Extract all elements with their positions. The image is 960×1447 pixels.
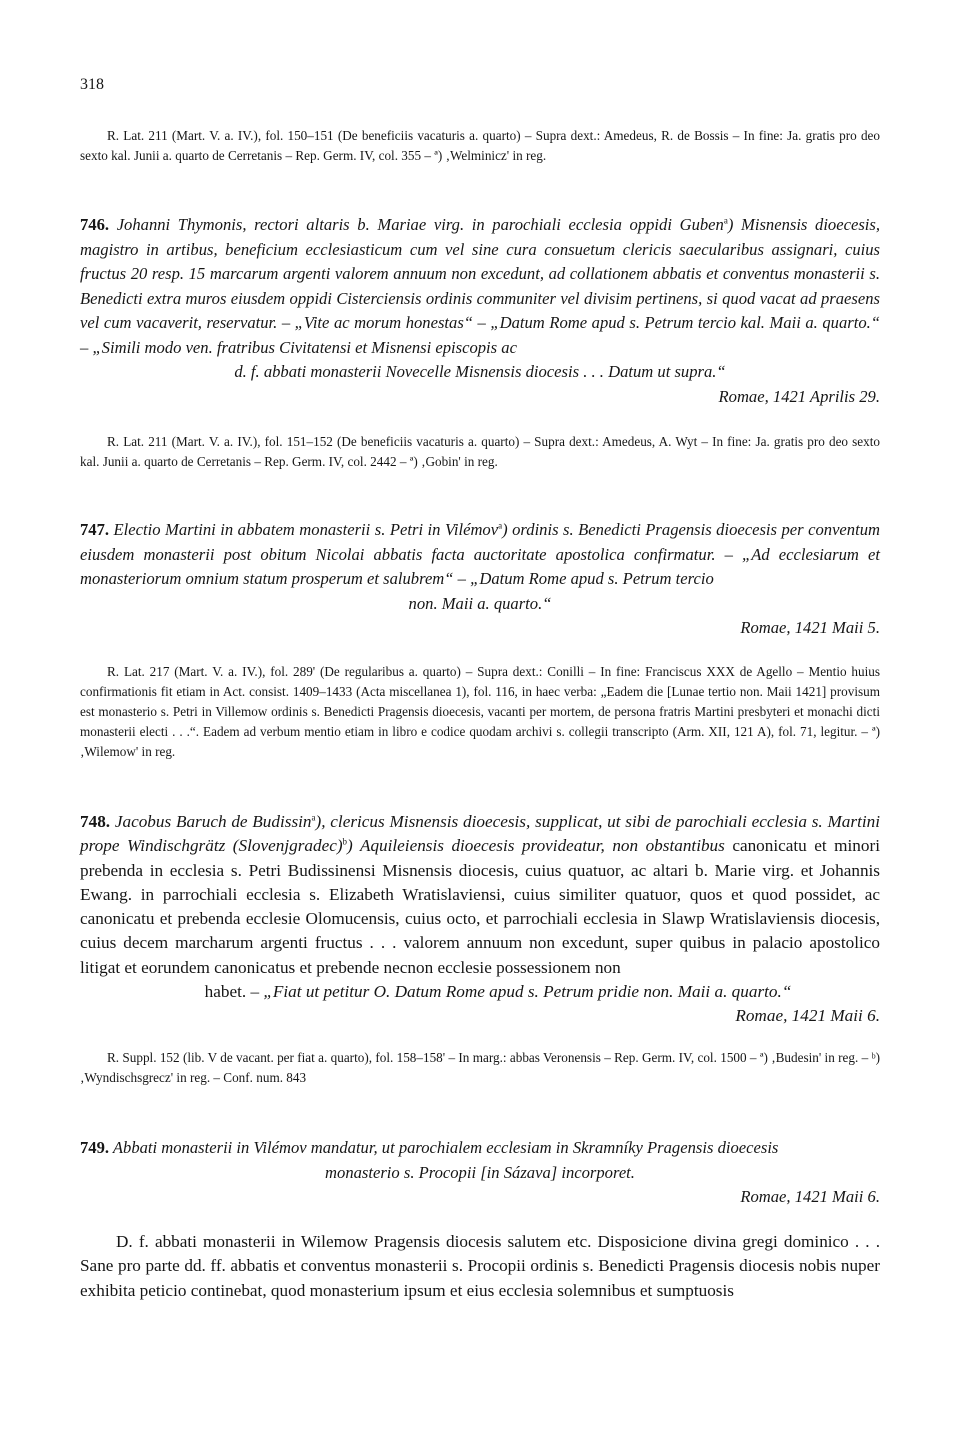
regest-746 (80, 213, 880, 360)
entry-747 (80, 518, 880, 641)
regest-text: „Fiat ut petitur O. Datum Rome apud s. Petrum pridie non. Maii a. quarto.“ (263, 982, 792, 1002)
entry-number: 747. (80, 520, 110, 539)
entry-date: Romae, 1421 Maii 5. (740, 618, 880, 637)
regest-749 (80, 1136, 880, 1161)
regest-text: Abbati monasterii in Vilémov mandatur, ut parochialem ecclesiam in Skramníky Pragensis dioecesis (112, 1138, 779, 1157)
footnote-marker: a (498, 520, 503, 531)
footnote-text: R. Lat. 211 (Mart. V. a. IV.), fol. 151–152 (De beneficiis vacaturis a. quarto) – Supra dext.: Amedeus, A. Wyt – In fine: Ja. gratis pro deo sexto kal. Junii a. quarto de Cerretanis – Rep. Germ. IV, col. 2442 – ª) ‚Gobin' in reg. (80, 434, 880, 469)
footnote-text: R. Suppl. 152 (lib. V de vacant. per fiat a. quarto), fol. 158–158' – In marg.: abbas Veronensis – Rep. Germ. IV, col. 1500 – ª) ‚Budesin' in reg. – ᵇ) ‚Wyndischsgrecz' in reg. – Conf. num. 843 (80, 1050, 880, 1085)
footnote-marker: a (723, 215, 728, 226)
entry-number: 749. (80, 1138, 110, 1157)
footnote-text: R. Lat. 217 (Mart. V. a. IV.), fol. 289' (De regularibus a. quarto) – Supra dext.: Conilli – In fine: Franciscus XXX de Agello – Mentio huius confirmationis fit etiam in Act. consist. 1409–1433 (Acta miscellanea 1), fol. 116, in haec verba: „Eadem die [Lunae tertio non. Maii 1421] provisum est monasterio s. Petri in Villemow ordinis s. Benedicti Pragensis dioecesis, vacanti per mortem, de persona fratris Martini presbyteri et monachi dicti monasterii electi . . .“. Eadem ad verbum mentio etiam in libro e codice quodam archivi s. collegii transcripto (Arm. XII, 121 A), fol. 71, legitur. – ª) ‚Wilemow' in reg. (80, 664, 880, 759)
regest-text: ) ordinis s. Benedicti Pragensis dioecesis per conventum eiusdem monasterii post obitum Nicolai abbatis facta auctoritate apostolica confirmatur. – „Ad ecclesiarum et monasteriorum omnium statum prosperum et salubrem“ – „Datum Rome apud s. Petrum tercio (80, 520, 880, 588)
regest-text: ) Misnensis dioecesis, magistro in artibus, beneficium ecclesiasticum cum vel sine cura consuetum clericis saecularibus assignari, cuius fructus 20 resp. 15 marcarum argenti valorem annuum non excedunt, ad collationem abbatis et conventus monasterii s. Benedicti extra muros eiusdem oppidi Cisterciensis ordinis communiter vel divisim pertinens, si quod vacat ad praesens vel cum vacaverit, reservatur. – „Vite ac morum honestas“ – „Datum Rome apud s. Petrum tercio kal. Maii a. quarto.“ – „Simili modo ven. fratribus Civitatensi et Misnensi episcopis ac (80, 215, 880, 357)
regest-text: ) Aquileiensis dioecesis provideatur, non obstantibus (347, 836, 725, 856)
supplication-text: canonicatu et minori prebenda in ecclesia s. Petri Budissinensi Misnensis diocesis, cuius quatuor, ac altari b. Marie virg. et Johannis Ewang. in parrochiali ecclesia s. Elizabeth Wratislaviensi, cuius similiter quatuor, quos et quod possidet, ac canonicatu et prebenda ecclesie Olomucensis, cuius octo, et parrochiali ecclesia in Slawp Wratislaviensis diocesis, cuius decem marcharum argenti fructus . . . valorem annuum non excedunt, super quibus in palacio apostolico litigat et eorundem canonicatus et prebende necnon ecclesie possessionem non (80, 836, 880, 977)
entry-748 (80, 810, 880, 1029)
entry-number: 748. (80, 812, 111, 831)
regest-center-line: d. f. abbati monasterii Novecelle Misnensis diocesis . . . Datum ut supra.“ (234, 362, 726, 381)
footnote-745 (80, 126, 880, 166)
page-number: 318 (80, 76, 104, 93)
entry-746 (80, 213, 880, 409)
footnote-marker: a (311, 812, 316, 823)
entry-date: Romae, 1421 Maii 6. (740, 1187, 880, 1206)
footnote-747 (80, 662, 880, 762)
entry-749 (80, 1136, 880, 1210)
footnote-text: R. Lat. 211 (Mart. V. a. IV.), fol. 150–151 (De beneficiis vacaturis a. quarto) – Supra dext.: Amedeus, R. de Bossis – In fine: Ja. gratis pro deo sexto kal. Junii a. quarto de Cerretanis – Rep. Germ. IV, col. 355 – ª) ‚Welminicz' in reg. (80, 128, 880, 163)
regest-center-line: monasterio s. Procopii [in Sázava] incorporet. (325, 1162, 635, 1182)
regest-747 (80, 518, 880, 592)
footnote-746 (80, 432, 880, 472)
supplication-text: habet. – (204, 982, 264, 1002)
letter-text: D. f. abbati monasterii in Wilemow Pragensis diocesis salutem etc. Disposicione divina gregi dominico . . . Sane pro parte dd. ff. abbatis et conventus monasterii s. Procopii ordinis s. Benedicti Pragensis diocesis nobis nuper exhibita peticio continebat, quod monasterium ipsum et eius ecclesia solemnibus et sumptuosis (80, 1232, 880, 1300)
regest-center-line (80, 980, 880, 1004)
regest-748 (80, 810, 880, 980)
entry-date: Romae, 1421 Aprilis 29. (718, 386, 880, 406)
regest-text: Johanni Thymonis, rectori altaris b. Mariae virg. in parochiali ecclesia oppidi Guben (116, 215, 724, 234)
entry-number: 746. (80, 215, 110, 234)
footnote-marker: b (342, 836, 348, 847)
regest-text: Electio Martini in abbatem monasterii s. Petri in Vilémov (113, 520, 499, 539)
regest-text: Jacobus Baruch de Budissin (114, 812, 312, 831)
regest-center-line: non. Maii a. quarto.“ (408, 593, 552, 613)
footnote-748 (80, 1048, 880, 1088)
entry-date: Romae, 1421 Maii 6. (735, 1006, 880, 1026)
letter-749 (80, 1230, 880, 1303)
regest-text: ), clericus Misnensis dioecesis, supplicat, ut sibi de parochiali ecclesia s. Martini prope Windischgrätz (Slovenjgradec) (80, 812, 881, 856)
